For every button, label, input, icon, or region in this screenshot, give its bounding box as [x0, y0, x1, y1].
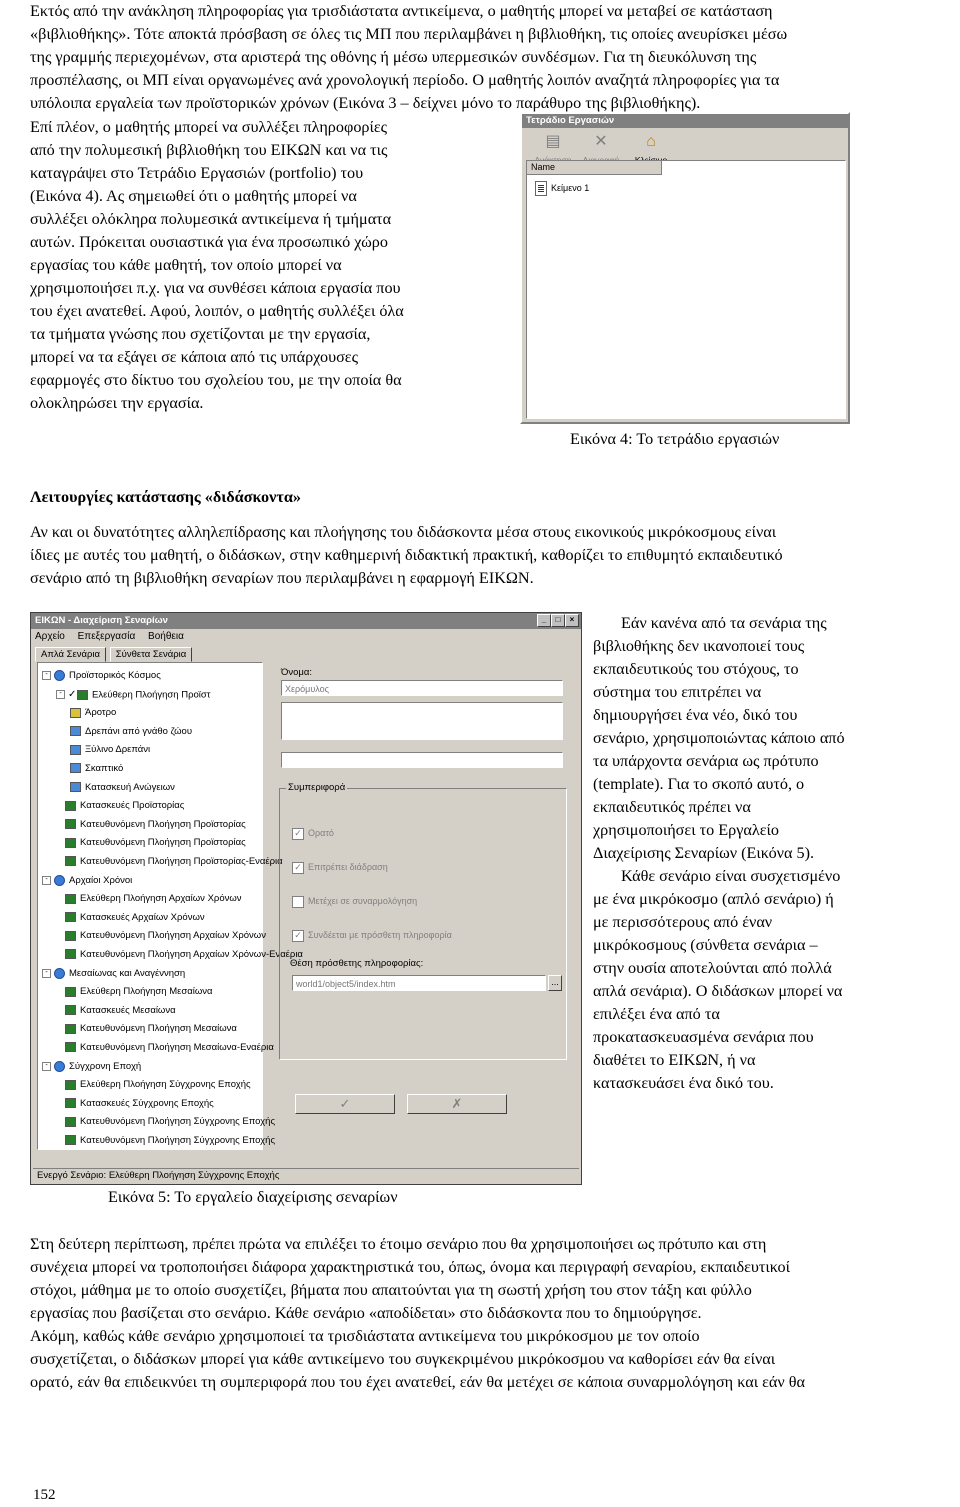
- text-line: Στη δεύτερη περίπτωση, πρέπει πρώτα να επιλέξει το έτοιμο σενάριο που θα χρησιμοποιήσει ως πρότυπο και στη: [30, 1235, 767, 1253]
- section-heading: Λειτουργίες κατάστασης «διδάσκοντα»: [30, 488, 301, 506]
- text-line: προσπέλασης, οι ΜΠ είναι οργανωμένες ανά χρονολογική περίοδο. Ο μαθητής λοιπόν αναζητά πληροφορίες για τα: [30, 71, 780, 89]
- text-line: συσχετίζεται, ο διδάσκων μπορεί για κάθε αντικείμενο του συγκεκριμένου μικρόκοσμου να καθορίσει εάν θα είναι: [30, 1350, 776, 1368]
- scenario-icon: [70, 745, 81, 755]
- location-field[interactable]: world1/object5/index.htm: [292, 975, 546, 991]
- tree-node[interactable]: [42, 965, 185, 983]
- tree-node[interactable]: [56, 1095, 214, 1113]
- interaction-checkbox[interactable]: ✓ Επιτρέπει διάδραση: [292, 861, 388, 874]
- scenario-icon: [65, 801, 76, 811]
- text-line: επιλέξει ένα από τα: [593, 1005, 720, 1023]
- window-title: ΕΙΚΩΝ - Διαχείριση Σεναρίων: [35, 615, 168, 626]
- text-line: τα τμήματα γνώσης που σχετίζονται με την εργασία,: [30, 325, 371, 343]
- tree-node[interactable]: [56, 890, 242, 908]
- door-icon: ⌂: [646, 133, 656, 150]
- tree-node[interactable]: [70, 741, 150, 759]
- browse-button[interactable]: ...: [548, 975, 562, 991]
- scenario-icon: [65, 838, 76, 848]
- window-title: Τετράδιο Εργασιών: [526, 115, 615, 126]
- scenario-icon: [65, 912, 76, 922]
- tree-node-label: Δρεπάνι από γνάθο ζώου: [85, 725, 193, 737]
- text-line: Εκτός από την ανάκληση πληροφορίας για τρισδιάστατα αντικείμενα, ο μαθητής μπορεί να μεταβεί σε κατάσταση: [30, 2, 773, 20]
- tree-node[interactable]: [56, 797, 184, 815]
- tab-composite-scenarios[interactable]: Σύνθετα Σενάρια: [110, 647, 192, 662]
- text-line: Διαχείρισης Σεναρίων (Εικόνα 5).: [593, 844, 815, 862]
- cancel-button[interactable]: ✗: [407, 1094, 507, 1114]
- tree-node[interactable]: [56, 1002, 176, 1020]
- tab-simple-scenarios[interactable]: Απλά Σενάρια: [35, 647, 106, 662]
- menu-edit[interactable]: Επεξεργασία: [77, 631, 136, 642]
- expand-toggle[interactable]: -: [42, 969, 51, 978]
- text-line: εκπαιδευτικός πρέπει να: [593, 798, 751, 816]
- tree-node-label: Μεσαίωνας και Αναγέννηση: [69, 967, 186, 979]
- text-line: σύστημα του επιτρέπει να: [593, 683, 762, 701]
- scenario-icon: [65, 1024, 76, 1034]
- portfolio-window: [520, 112, 850, 424]
- text-line: στην ουσία αποτελούνται από πολλά: [593, 959, 832, 977]
- text-line: Αν και οι δυνατότητες αλληλεπίδρασης και πλοήγησης του διδάσκοντα μέσα στους εικονικούς μικρόκοσμους είναι: [30, 523, 777, 541]
- tree-node-label: Ελεύθερη Πλοήγηση Αρχαίων Χρόνων: [80, 893, 242, 905]
- text-line: με ένα μικρόκοσμο (απλό σενάριο) ή: [593, 890, 834, 908]
- link-info-checkbox[interactable]: ✓ Συνδέεται με πρόσθετη πληροφορία: [292, 929, 452, 942]
- globe-icon: [54, 875, 65, 886]
- tree-node-label: Κατευθυνόμενη Πλοήγηση Σύγχρονης Εποχής: [80, 1116, 276, 1128]
- maximize-button[interactable]: □: [551, 614, 565, 627]
- figure5-caption: Εικόνα 5: Το εργαλείο διαχείρισης σεναρίων: [108, 1188, 398, 1206]
- text-line: (template). Για το σκοπό αυτό, ο: [593, 775, 805, 793]
- text-line: Ακόμη, καθώς κάθε σενάριο χρησιμοποιεί τα τρισδιάστατα αντικείμενα του μικρόκοσμου με τον οποίο: [30, 1327, 700, 1345]
- minimize-button[interactable]: _: [537, 614, 551, 627]
- scenario-icon: [70, 782, 81, 792]
- visible-checkbox[interactable]: ✓ Ορατό: [292, 827, 334, 840]
- tree-node-label: Προϊστορικός Κόσμος: [69, 670, 161, 681]
- tree-node-label: Κατευθυνόμενη Πλοήγηση Αρχαίων Χρόνων-Εναέρια: [80, 949, 303, 960]
- tree-node[interactable]: [56, 1113, 275, 1131]
- text-line: στόχοι, μάθημα με το οποίο συσχετίζει, βήματα που απαιτούνται για τη σωστή χρήση του στον τάξη και φύλλο: [30, 1281, 752, 1299]
- tree-node-label: Σκαπτικό: [85, 763, 124, 774]
- tree-node-label: Ελεύθερη Πλοήγηση Προϊστ: [92, 689, 211, 701]
- tree-node[interactable]: [70, 704, 116, 722]
- description-field[interactable]: [281, 702, 563, 740]
- text-line: συλλέξει ολόκληρα πολυμεσικά αντικείμενα ή τμήματα: [30, 210, 392, 228]
- scenario-icon: [65, 949, 76, 959]
- text-line: Εάν κανένα από τα σενάρια της: [621, 614, 827, 632]
- tree-node[interactable]: [56, 834, 246, 852]
- text-line: δημιουργήσει ένα νέο, δικό του: [593, 706, 798, 724]
- text-line: μπορεί να τα εξάγει σε κάποια από τις υπάρχουσες: [30, 348, 359, 366]
- scenario-properties: [271, 662, 571, 1148]
- text-line: υπόλοιπα εργαλεία των προϊστορικών χρόνων (Εικόνα 3 – δείχνει μόνο το παράθυρο της βιβλιοθήκης).: [30, 94, 701, 112]
- delete-icon: ✕: [594, 133, 608, 150]
- scenario-icon: [70, 726, 81, 736]
- tree-node[interactable]: [70, 779, 175, 797]
- text-line: απλά σενάρια). Ο διδάσκων μπορεί να: [593, 982, 843, 1000]
- scenario-icon: [65, 894, 76, 904]
- retrieve-icon: ▤: [545, 133, 561, 150]
- scenario-icon: [65, 1042, 76, 1052]
- globe-icon: [54, 670, 65, 681]
- name-label: Όνομα:: [281, 667, 312, 678]
- text-line: με περισσότερους από έναν: [593, 913, 773, 931]
- text-line: διαθέτει το ΕΙΚΩΝ, ή να: [593, 1051, 756, 1069]
- scenario-icon: [65, 1005, 76, 1015]
- scenario-icon: [65, 856, 76, 866]
- text-line: ίδιες με αυτές του μαθητή, ο διδάσκων, στην καθημερινή διδακτική πρακτική, καθορίζει το επιθυμητό εκπαιδευτικό: [30, 546, 783, 564]
- tree-node[interactable]: [56, 853, 283, 871]
- text-line: αυτών. Πρόκειται ουσιαστικά για ένα προσωπικό χώρο: [30, 233, 388, 251]
- scenario-icon: [65, 1098, 76, 1108]
- text-line: ολοκληρώσει την εργασία.: [30, 394, 204, 412]
- tree-node-label: Άροτρο: [85, 707, 117, 719]
- text-line: σενάριο, χρησιμοποιώντας κάποιο από: [593, 729, 845, 747]
- portfolio-window-titlebar: [522, 114, 848, 128]
- tree-node[interactable]: [56, 1132, 275, 1150]
- text-line: της γραμμής περιεχομένων, στα αριστερά της οθόνης ή μέσω υπερμεσικών συνδέσμων. Για τη διευκόλυνση της: [30, 48, 757, 66]
- tree-node-label: Κατευθυνόμενη Πλοήγηση Μεσαίωνα-Εναέρια: [80, 1042, 274, 1053]
- tree-node[interactable]: [56, 927, 266, 945]
- scenario-icon: [65, 1080, 76, 1090]
- text-line: του έχει ανατεθεί. Αφού, λοιπόν, ο μαθητής συλλέξει όλα: [30, 302, 404, 320]
- scenario-manager-window: [30, 612, 582, 1185]
- text-line: εργασίας που βασίζεται στο σενάριο. Κάθε σενάριο «αποδίδεται» στο διδάσκοντα που το δημιούργησε.: [30, 1304, 702, 1322]
- tree-node-label: Κατασκευές Μεσαίωνα: [80, 1004, 176, 1016]
- tree-node[interactable]: [70, 723, 192, 741]
- name-field[interactable]: Χερόμυλος: [281, 680, 563, 696]
- tree-node[interactable]: [56, 946, 303, 964]
- behavior-group: [279, 782, 567, 1060]
- text-line: σενάριο από τη βιβλιοθήκη σεναρίων που περιλαμβάνει η εφαρμογή ΕΙΚΩΝ.: [30, 569, 534, 587]
- behavior-group-title: Συμπεριφορά: [288, 782, 346, 793]
- scenario-icon: [77, 690, 88, 700]
- tree-node-label: Κατασκευές Αρχαίων Χρόνων: [80, 911, 205, 923]
- tree-node-label: Κατασκευές Σύγχρονης Εποχής: [80, 1097, 214, 1109]
- tree-node-label: Ελεύθερη Πλοήγηση Σύγχρονης Εποχής: [80, 1079, 251, 1091]
- expand-toggle[interactable]: -: [56, 690, 65, 699]
- scenario-icon: [65, 1117, 76, 1127]
- close-window-button[interactable]: ×: [565, 614, 579, 627]
- page-number: 152: [33, 1487, 56, 1503]
- text-line: χρησιμοποιήσει το Εργαλείο: [593, 821, 779, 839]
- tree-node-label: Ξύλινο Δρεπάνι: [85, 744, 151, 756]
- text-line: εργασίας του κάθε μαθητή, τον οποίο μπορεί να: [30, 256, 342, 274]
- item-label: Κείμενο 1: [551, 182, 590, 193]
- status-bar: Ενεργό Σενάριο: Ελεύθερη Πλοήγηση Σύγχρονης Εποχής: [33, 1168, 579, 1182]
- assembly-checkbox[interactable]: Μετέχει σε συναρμολόγηση: [292, 895, 417, 908]
- tree-node[interactable]: [42, 872, 132, 890]
- scenario-icon: [70, 708, 81, 718]
- text-line: Κάθε σενάριο είναι συσχετισμένο: [621, 867, 841, 885]
- globe-icon: [54, 1061, 65, 1072]
- figure4-caption: Εικόνα 4: Το τετράδιο εργασιών: [570, 430, 780, 448]
- text-line: προκατασκευασμένα σενάρια που: [593, 1028, 814, 1046]
- list-item[interactable]: [535, 181, 589, 196]
- expand-toggle[interactable]: -: [42, 671, 51, 680]
- tree-node[interactable]: [42, 1058, 141, 1076]
- menu-file[interactable]: Αρχείο: [35, 631, 65, 642]
- expand-toggle[interactable]: -: [42, 876, 51, 885]
- ok-button[interactable]: ✓: [295, 1094, 395, 1114]
- text-line: εφαρμογές στο δίκτυο του σχολείου του, με την οποία θα: [30, 371, 402, 389]
- scenario-icon: [65, 987, 76, 997]
- text-line: εκπαιδευτικούς του στόχους, το: [593, 660, 799, 678]
- tree-node-label: Κατευθυνόμενη Πλοήγηση Αρχαίων Χρόνων: [80, 930, 266, 942]
- location-label: Θέση πρόσθετης πληροφορίας:: [290, 958, 424, 969]
- text-line: ορατό, εάν θα επιδεικνύει τη συμπεριφορά που του έχει ανατεθεί, εάν θα μετέχει σε κάποια συναρμολόγηση και εάν θα: [30, 1373, 805, 1391]
- menu-help[interactable]: Βοήθεια: [148, 631, 184, 642]
- tree-node-label: Κατευθυνόμενη Πλοήγηση Προϊστορίας-Εναέρια: [80, 856, 283, 867]
- scenario-icon: [65, 819, 76, 829]
- text-line: Επί πλέον, ο μαθητής μπορεί να συλλέξει πληροφορίες: [30, 118, 388, 136]
- tree-node[interactable]: [56, 1076, 251, 1094]
- tree-node-label: Κατασκευές Προϊστορίας: [80, 800, 185, 812]
- tree-node[interactable]: [56, 909, 205, 927]
- tree-node-label: Κατευθυνόμενη Πλοήγηση Προϊστορίας: [80, 837, 246, 849]
- text-line: κατασκευάσει ένα δικό του.: [593, 1074, 774, 1092]
- text-line: συνέχεια μπορεί να τροποποιήσει διάφορα χαρακτηριστικά του, όπως, όνομα και περιγραφή σεναρίου, εκπαιδευτικοί: [30, 1258, 790, 1276]
- scenario-window-titlebar: [31, 613, 581, 629]
- tree-node[interactable]: - ✓ Ελεύθερη Πλοήγηση Προϊστ: [56, 686, 211, 704]
- tree-node-label: Αρχαίοι Χρόνοι: [69, 874, 133, 886]
- text-line: από την πολυμεσική βιβλιοθήκη του ΕΙΚΩΝ και να τις: [30, 141, 388, 159]
- tree-node[interactable]: [56, 816, 246, 834]
- tree-node-label: Κατευθυνόμενη Πλοήγηση Σύγχρονης Εποχής: [80, 1135, 276, 1146]
- text-line: μικρόκοσμους (σύνθετα σενάρια –: [593, 936, 818, 954]
- tree-node-label: Σύγχρονη Εποχή: [69, 1060, 142, 1072]
- expand-toggle[interactable]: -: [42, 1062, 51, 1071]
- scenario-icon: [65, 931, 76, 941]
- text-line: χρησιμοποιήσει π.χ. για να συνθέσει κάποια εργασία που: [30, 279, 401, 297]
- text-line: (Εικόνα 4). Ας σημειωθεί ότι ο μαθητής μπορεί να: [30, 187, 357, 205]
- tree-node-label: Ελεύθερη Πλοήγηση Μεσαίωνα: [80, 986, 213, 998]
- tree-node-label: Κατευθυνόμενη Πλοήγηση Προϊστορίας: [80, 818, 246, 830]
- globe-icon: [54, 968, 65, 979]
- text-line: καταγράψει στο Τετράδιο Εργασιών (portfolio) του: [30, 164, 364, 182]
- scenario-tabs: [35, 647, 193, 661]
- tree-node[interactable]: [56, 983, 213, 1001]
- tree-node[interactable]: [70, 760, 123, 778]
- portfolio-list[interactable]: [526, 160, 846, 419]
- tree-node[interactable]: [56, 1039, 274, 1057]
- document-icon: [535, 181, 547, 196]
- tree-node-label: Κατευθυνόμενη Πλοήγηση Μεσαίωνα: [80, 1023, 237, 1035]
- name-column-header[interactable]: Name: [527, 161, 662, 175]
- tree-node[interactable]: [56, 1020, 237, 1038]
- text-line: βιβλιοθήκης δεν ικανοποιεί τους: [593, 637, 805, 655]
- text-line: τα υπάρχοντα σενάρια ως πρότυπο: [593, 752, 819, 770]
- scenario-icon: [70, 763, 81, 773]
- scenario-icon: [65, 1135, 76, 1145]
- tree-node[interactable]: [42, 667, 161, 685]
- menu-bar: [31, 629, 581, 644]
- text-line: «βιβλιοθήκης». Τότε αποκτά πρόσβαση σε όλες τις ΜΠ που περιλαμβάνει η βιβλιοθήκη, τις οποίες ανευρίσκει μέσω: [30, 25, 788, 43]
- tree-node-label: Κατασκευή Ανώγειων: [85, 781, 175, 793]
- extra-field[interactable]: [281, 752, 563, 768]
